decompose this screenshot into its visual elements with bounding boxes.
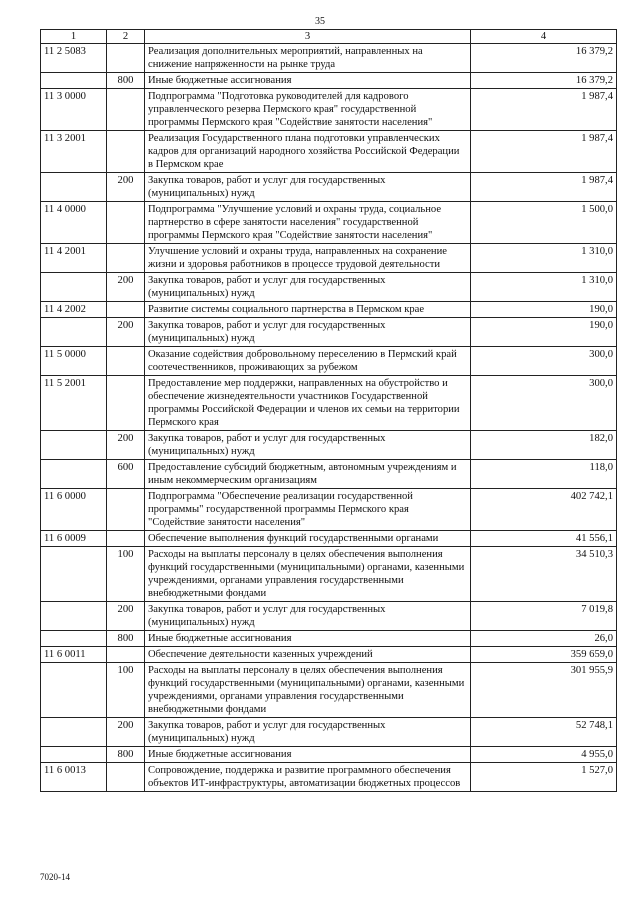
- row-expense-type: 100: [107, 663, 145, 718]
- row-name: Закупка товаров, работ и услуг для государственных (муниципальных) нужд: [145, 718, 471, 747]
- row-amount: 1 310,0: [471, 273, 617, 302]
- row-code: [41, 663, 107, 718]
- table-row: [41, 131, 617, 173]
- row-code: 11 6 0011: [41, 647, 107, 663]
- row-expense-type: [107, 202, 145, 244]
- row-expense-type: 800: [107, 73, 145, 89]
- row-name: Расходы на выплаты персоналу в целях обеспечения выполнения функций государственными (муниципальными) органами, казенными учреждениями, органами управления государственными внебюджетными фондами: [145, 547, 471, 602]
- row-code: 11 3 2001: [41, 131, 107, 173]
- table-row: [41, 747, 617, 763]
- row-expense-type: [107, 347, 145, 376]
- row-name: Оказание содействия добровольному переселению в Пермский край соотечественников, проживающих за рубежом: [145, 347, 471, 376]
- row-amount: 1 310,0: [471, 244, 617, 273]
- row-amount: 190,0: [471, 318, 617, 347]
- row-expense-type: [107, 531, 145, 547]
- table-row: [41, 173, 617, 202]
- row-code: [41, 173, 107, 202]
- row-name: Развитие системы социального партнерства в Пермском крае: [145, 302, 471, 318]
- row-code: [41, 273, 107, 302]
- row-amount: 118,0: [471, 460, 617, 489]
- row-code: 11 5 0000: [41, 347, 107, 376]
- row-amount: 26,0: [471, 631, 617, 647]
- row-code: 11 3 0000: [41, 89, 107, 131]
- table-row: [41, 718, 617, 747]
- header-col-1: 1: [41, 30, 107, 44]
- table-row: [41, 73, 617, 89]
- row-code: [41, 431, 107, 460]
- table-row: [41, 273, 617, 302]
- row-expense-type: 100: [107, 547, 145, 602]
- row-amount: 359 659,0: [471, 647, 617, 663]
- row-amount: 1 987,4: [471, 89, 617, 131]
- row-expense-type: [107, 647, 145, 663]
- row-amount: 34 510,3: [471, 547, 617, 602]
- table-row: [41, 631, 617, 647]
- table-row: [41, 763, 617, 792]
- row-amount: 4 955,0: [471, 747, 617, 763]
- header-col-4: 4: [471, 30, 617, 44]
- row-name: Обеспечение деятельности казенных учреждений: [145, 647, 471, 663]
- row-name: Предоставление субсидий бюджетным, автономным учреждениям и иным некоммерческим организациям: [145, 460, 471, 489]
- row-name: Подпрограмма "Обеспечение реализации государственной программы" государственной программы Пермского края "Содействие занятости населения": [145, 489, 471, 531]
- row-name: Закупка товаров, работ и услуг для государственных (муниципальных) нужд: [145, 318, 471, 347]
- row-name: Расходы на выплаты персоналу в целях обеспечения выполнения функций государственными (муниципальными) органами, казенными учреждениями, органами управления государственными внебюджетными фондами: [145, 663, 471, 718]
- row-expense-type: 200: [107, 273, 145, 302]
- row-code: [41, 631, 107, 647]
- row-name: Закупка товаров, работ и услуг для государственных (муниципальных) нужд: [145, 602, 471, 631]
- row-expense-type: [107, 89, 145, 131]
- row-amount: 300,0: [471, 347, 617, 376]
- row-expense-type: 200: [107, 718, 145, 747]
- row-name: Обеспечение выполнения функций государственными органами: [145, 531, 471, 547]
- row-code: 11 5 2001: [41, 376, 107, 431]
- header-col-2: 2: [107, 30, 145, 44]
- row-code: [41, 318, 107, 347]
- row-amount: 7 019,8: [471, 602, 617, 631]
- row-name: Предоставление мер поддержки, направленных на обустройство и обеспечение жизнедеятельности участников Государственной программы Российской Федерации и членов их семьи на территории Пермского края: [145, 376, 471, 431]
- row-amount: 1 987,4: [471, 131, 617, 173]
- table-row: [41, 460, 617, 489]
- row-amount: 1 527,0: [471, 763, 617, 792]
- row-amount: 300,0: [471, 376, 617, 431]
- table-row: [41, 44, 617, 73]
- row-expense-type: 600: [107, 460, 145, 489]
- budget-table: [40, 29, 617, 792]
- row-expense-type: 200: [107, 173, 145, 202]
- row-expense-type: 200: [107, 602, 145, 631]
- row-amount: 1 987,4: [471, 173, 617, 202]
- row-name: Иные бюджетные ассигнования: [145, 73, 471, 89]
- row-name: Подпрограмма "Подготовка руководителей для кадрового управленческого резерва Пермского края" государственной программы Пермского края "Содействие занятости населения": [145, 89, 471, 131]
- row-amount: 301 955,9: [471, 663, 617, 718]
- row-code: 11 2 5083: [41, 44, 107, 73]
- table-row: [41, 489, 617, 531]
- row-code: 11 6 0009: [41, 531, 107, 547]
- row-name: Закупка товаров, работ и услуг для государственных (муниципальных) нужд: [145, 431, 471, 460]
- row-amount: 16 379,2: [471, 44, 617, 73]
- table-row: [41, 244, 617, 273]
- row-name: Сопровождение, поддержка и развитие программного обеспечения объектов ИТ-инфраструктуры, автоматизации бюджетных процессов: [145, 763, 471, 792]
- row-expense-type: [107, 302, 145, 318]
- row-amount: 182,0: [471, 431, 617, 460]
- table-row: [41, 302, 617, 318]
- row-code: 11 6 0013: [41, 763, 107, 792]
- row-amount: 41 556,1: [471, 531, 617, 547]
- table-row: [41, 431, 617, 460]
- row-amount: 16 379,2: [471, 73, 617, 89]
- row-name: Иные бюджетные ассигнования: [145, 747, 471, 763]
- page-number: 35: [315, 16, 325, 27]
- table-row: [41, 347, 617, 376]
- row-expense-type: 800: [107, 631, 145, 647]
- row-expense-type: 200: [107, 318, 145, 347]
- table-row: [41, 647, 617, 663]
- row-amount: 52 748,1: [471, 718, 617, 747]
- table-row: [41, 531, 617, 547]
- header-row: [41, 30, 617, 44]
- row-name: Иные бюджетные ассигнования: [145, 631, 471, 647]
- row-code: 11 4 2002: [41, 302, 107, 318]
- table-row: [41, 89, 617, 131]
- row-code: 11 4 2001: [41, 244, 107, 273]
- table-row: [41, 547, 617, 602]
- row-amount: 1 500,0: [471, 202, 617, 244]
- footer-code: 7020-14: [40, 872, 70, 882]
- table-row: [41, 376, 617, 431]
- row-code: 11 4 0000: [41, 202, 107, 244]
- row-code: 11 6 0000: [41, 489, 107, 531]
- row-expense-type: 200: [107, 431, 145, 460]
- table-row: [41, 602, 617, 631]
- row-amount: 402 742,1: [471, 489, 617, 531]
- table-row: [41, 663, 617, 718]
- row-code: [41, 602, 107, 631]
- row-name: Подпрограмма "Улучшение условий и охраны труда, социальное партнерство в сфере занятости населения" государственной программы Пермского края "Содействие занятости населения": [145, 202, 471, 244]
- table-row: [41, 202, 617, 244]
- row-name: Улучшение условий и охраны труда, направленных на сохранение жизни и здоровья работников в процессе трудовой деятельности: [145, 244, 471, 273]
- row-expense-type: [107, 376, 145, 431]
- row-name: Закупка товаров, работ и услуг для государственных (муниципальных) нужд: [145, 173, 471, 202]
- row-code: [41, 547, 107, 602]
- row-name: Реализация дополнительных мероприятий, направленных на снижение напряженности на рынке труда: [145, 44, 471, 73]
- row-expense-type: [107, 131, 145, 173]
- header-col-3: 3: [145, 30, 471, 44]
- row-expense-type: [107, 489, 145, 531]
- row-code: [41, 718, 107, 747]
- row-expense-type: 800: [107, 747, 145, 763]
- row-code: [41, 747, 107, 763]
- row-code: [41, 460, 107, 489]
- row-code: [41, 73, 107, 89]
- row-expense-type: [107, 244, 145, 273]
- row-name: Закупка товаров, работ и услуг для государственных (муниципальных) нужд: [145, 273, 471, 302]
- row-name: Реализация Государственного плана подготовки управленческих кадров для организаций народного хозяйства Российской Федерации в Пермском крае: [145, 131, 471, 173]
- row-expense-type: [107, 763, 145, 792]
- table-row: [41, 318, 617, 347]
- row-amount: 190,0: [471, 302, 617, 318]
- row-expense-type: [107, 44, 145, 73]
